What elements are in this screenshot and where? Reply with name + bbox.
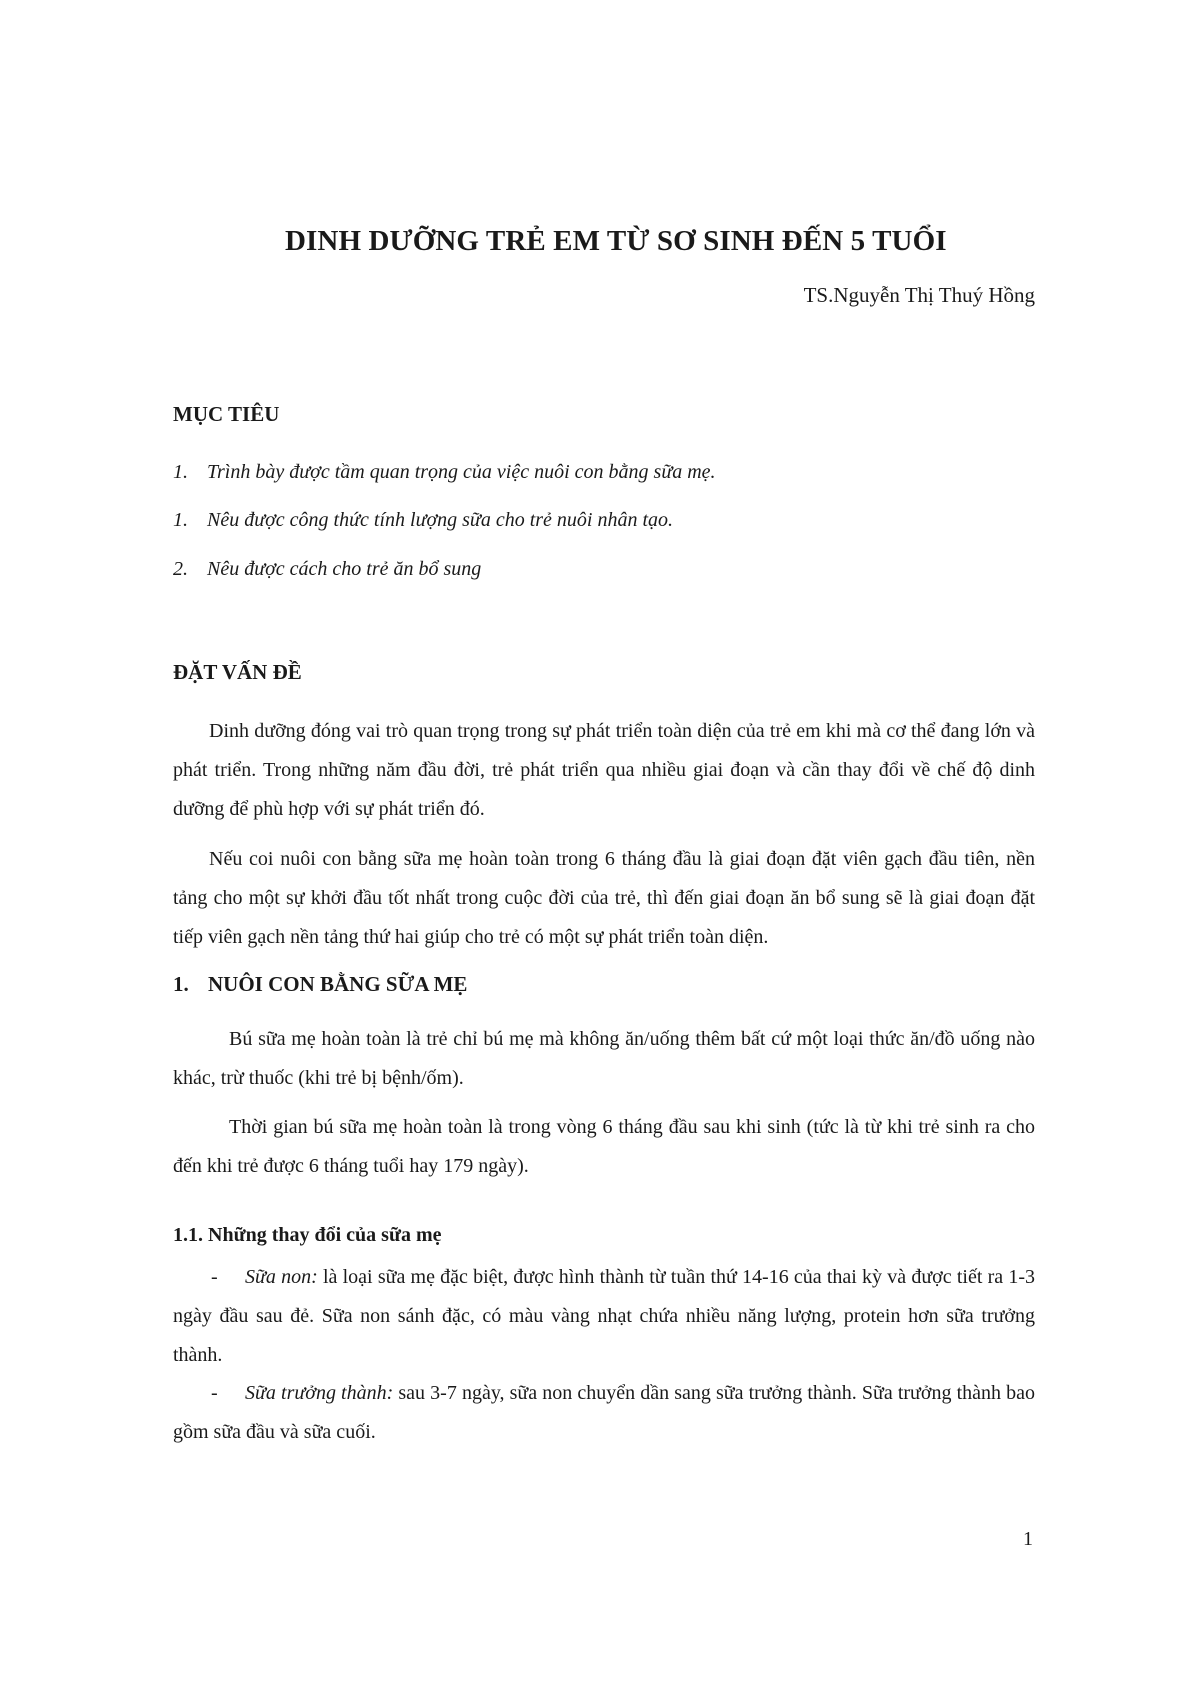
bullet-term: Sữa trưởng thành:	[245, 1382, 394, 1404]
objective-number: 1.	[173, 509, 188, 531]
bullet-term: Sữa non:	[245, 1266, 318, 1288]
section-heading	[173, 972, 467, 997]
bullet-item	[173, 1374, 1035, 1452]
objective-item	[173, 558, 481, 581]
bullet-dash: -	[211, 1382, 218, 1404]
author-name: TS.Nguyễn Thị Thuý Hồng	[803, 283, 1035, 307]
intro-heading: ĐẶT VẤN ĐỀ	[173, 660, 302, 684]
objective-text: Trình bày được tầm quan trọng của việc nuôi con bằng sữa mẹ.	[207, 461, 716, 483]
section-title: NUÔI CON BẰNG SỮA MẸ	[208, 972, 468, 996]
bullet-text: sau 3-7 ngày, sữa non chuyển dần sang sữa trưởng thành. Sữa trưởng thành bao gồm sữa đầu và sữa cuối.	[173, 1382, 1036, 1443]
objective-text: Nêu được công thức tính lượng sữa cho trẻ nuôi nhân tạo.	[207, 509, 674, 531]
objective-number: 2.	[173, 558, 188, 580]
intro-paragraph-1: Dinh dưỡng đóng vai trò quan trọng trong sự phát triển toàn diện của trẻ em khi mà cơ thể đang lớn và phát triển. Trong những năm đầu đời, trẻ phát triển qua nhiều giai đoạn và cần thay đổi về chế độ dinh dưỡng để phù hợp với sự phát triển đó.	[173, 720, 1035, 820]
bullet-item	[173, 1258, 1035, 1375]
objectives-heading: MỤC TIÊU	[173, 402, 280, 426]
section-paragraph-1: Bú sữa mẹ hoàn toàn là trẻ chỉ bú mẹ mà không ăn/uống thêm bất cứ một loại thức ăn/đồ uống nào khác, trừ thuốc (khi trẻ bị bệnh/ốm).	[173, 1028, 1035, 1089]
subsection-heading: 1.1. Những thay đổi của sữa mẹ	[173, 1224, 442, 1246]
section-number: 1.	[173, 972, 189, 996]
objective-text: Nêu được cách cho trẻ ăn bổ sung	[207, 558, 482, 580]
section-paragraph-2: Thời gian bú sữa mẹ hoàn toàn là trong vòng 6 tháng đầu sau khi sinh (tức là từ khi trẻ sinh ra cho đến khi trẻ được 6 tháng tuổi hay 179 ngày).	[173, 1116, 1035, 1177]
intro-paragraph-2: Nếu coi nuôi con bằng sữa mẹ hoàn toàn trong 6 tháng đầu là giai đoạn đặt viên gạch đầu tiên, nền tảng cho một sự khởi đầu tốt nhất trong cuộc đời của trẻ, thì đến giai đoạn ăn bổ sung sẽ là giai đoạn đặt tiếp viên gạch nền tảng thứ hai giúp cho trẻ có một sự phát triển toàn diện.	[173, 848, 1035, 948]
objective-item	[173, 461, 716, 484]
page-number: 1	[1023, 1528, 1033, 1550]
bullet-dash: -	[211, 1266, 218, 1288]
objective-number: 1.	[173, 461, 188, 483]
document-title: DINH DƯỠNG TRẺ EM TỪ SƠ SINH ĐẾN 5 TUỔI	[285, 225, 947, 257]
objective-item	[173, 509, 673, 532]
bullet-text: là loại sữa mẹ đặc biệt, được hình thành từ tuần thứ 14-16 của thai kỳ và được tiết ra 1-3 ngày đầu sau đẻ. Sữa non sánh đặc, có màu vàng nhạt chứa nhiều năng lượng, protein hơn sữa trưởng thành.	[173, 1266, 1035, 1366]
